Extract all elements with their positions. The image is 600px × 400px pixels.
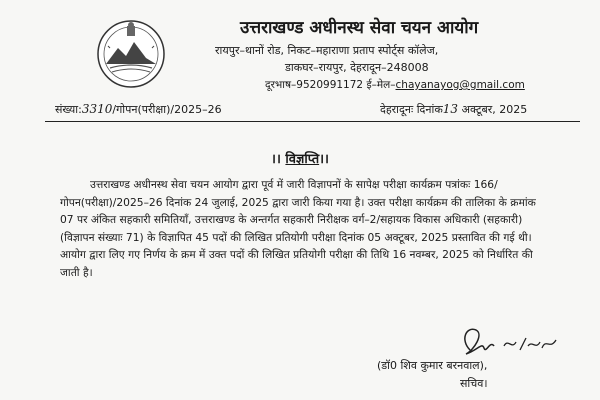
signatory-name: (डॉ0 शिव कुमार बरनवाल), [377,359,488,372]
notice-body-text: उत्तराखण्ड अधीनस्थ सेवा चयन आयोग द्वारा पूर्व में जारी विज्ञापनों के सापेक्ष परीक्षा कार्यक्रम पत्रांकः 166/गोपन(परीक्षा)/2025–26 दिनांक 24 जुलाई, 2025 द्वारा जारी किया गया है। उक्त परीक्षा कार्यक्रम की तालिका के क्रमांक 07 पर अंकित सहकारी समितियाँ, उत्तराखण्ड के अन्तर्गत सहकारी निरीक्षक वर्ग–2/सहायक विकास अधिकारी (सहकारी) (विज्ञापन संख्याः 71) के विज्ञापित 45 पदों की लिखित प्रतियोगी परीक्षा दिनांक 05 अक्टूबर, 2025 प्रस्तावित की गई थी। आयोग द्वारा लिए गए निर्णय के क्रम में उक्त पदों की लिखित प्रतियोगी परीक्षा की तिथि 16 नवम्बर, 2025 को निर्धारित की जाती है। [60,178,536,279]
date-line [380,102,527,117]
contact-line [265,78,525,92]
address-line-1: रायपुर–थानों रोड, निकट–महाराणा प्रताप स्पोर्ट्स कॉलेज, [215,44,439,57]
email-label: ई–मेल– [366,79,396,91]
notice-heading [0,149,600,167]
header-divider [45,121,580,122]
email-link[interactable]: chayanayog@gmail.com [395,79,525,91]
date-handwritten-day: 13 [442,102,459,116]
heading-word: विज्ञप्ति [285,152,320,167]
reference-suffix: /गोपन(परीक्षा)/2025–26 [112,103,222,116]
date-prefix: देहरादूनः दिनांक [380,103,443,116]
reference-number [55,102,222,117]
uttarakhand-emblem-icon [96,18,166,90]
reference-handwritten-number: 3310 [81,102,113,116]
phone-number: दूरभाष–9520991172 [265,79,364,91]
heading-suffix: ।। [319,152,329,167]
notice-body [60,176,550,281]
date-suffix: अक्टूबर, 2025 [458,103,528,116]
reference-prefix: संख्या: [55,103,82,116]
org-title: उत्तराखण्ड अधीनस्थ सेवा चयन आयोग [240,18,479,38]
signatory-designation: सचिव। [460,377,488,390]
heading-prefix: ।। [271,152,286,167]
address-line-2: डाकघर–रायपुर, देहरादून–248008 [285,61,429,74]
